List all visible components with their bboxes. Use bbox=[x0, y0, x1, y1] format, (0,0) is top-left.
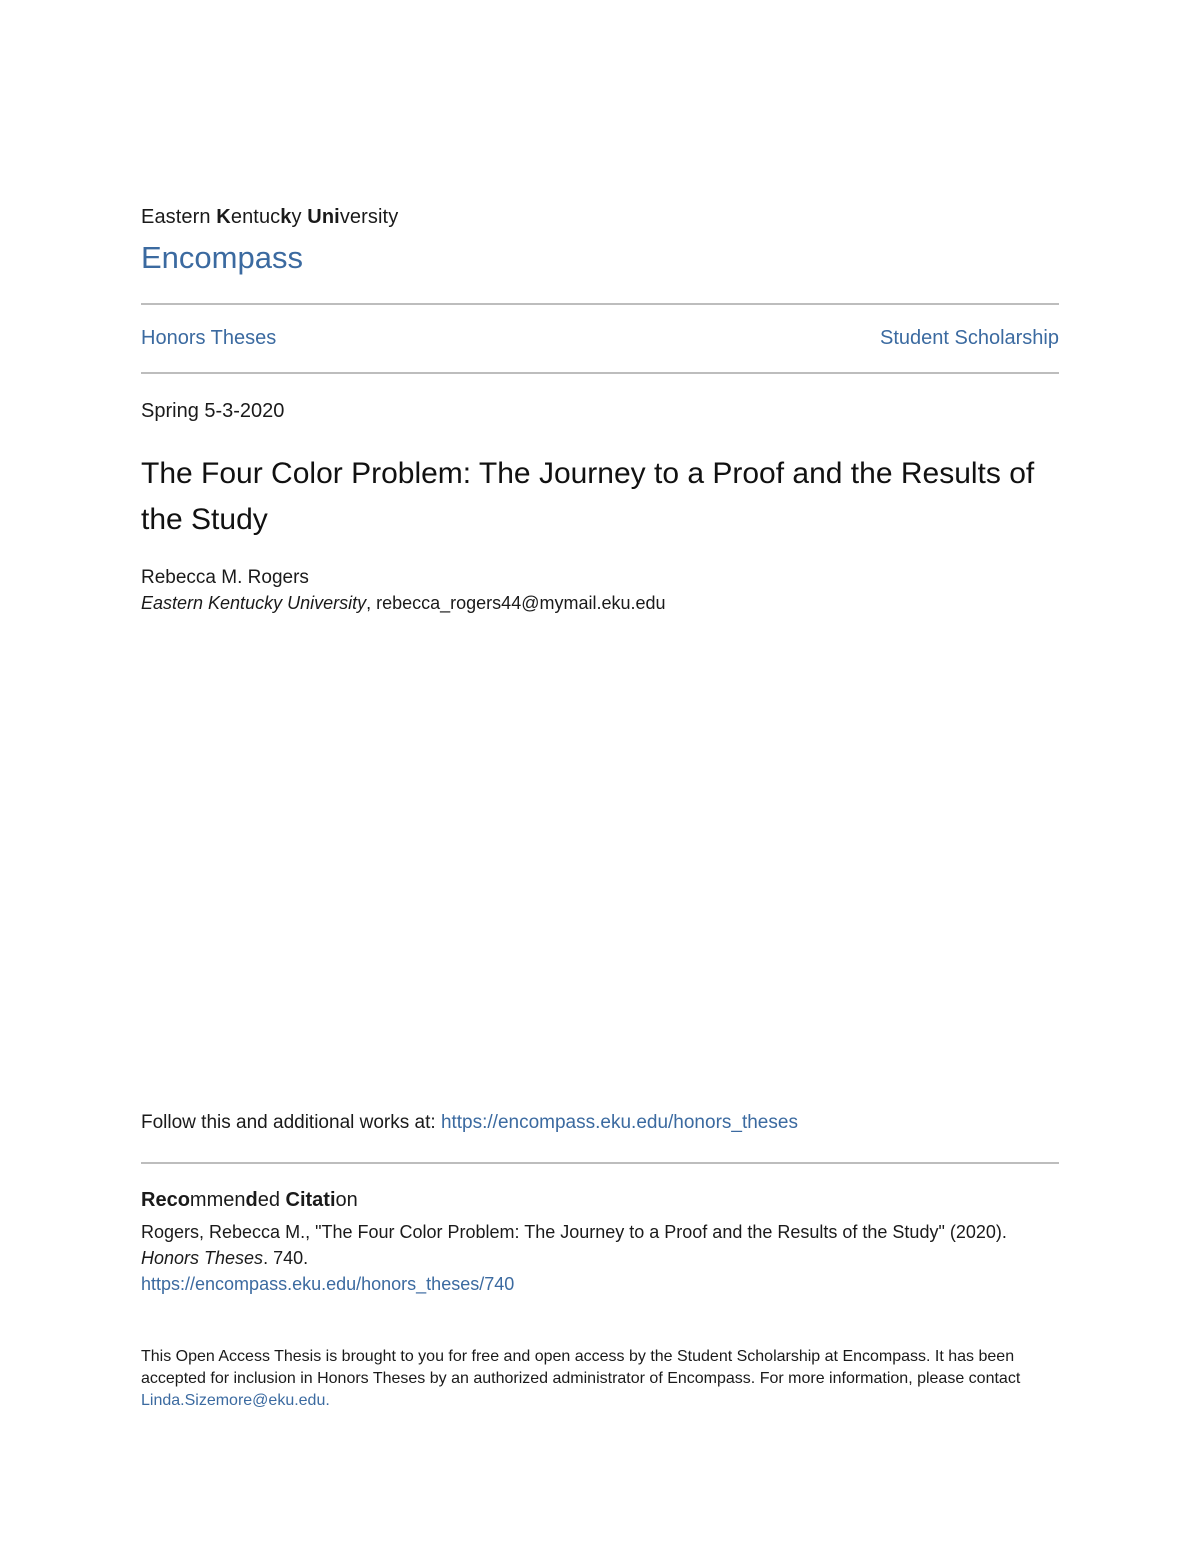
follow-line: Follow this and additional works at: https://encompass.eku.edu/honors_theses bbox=[141, 1112, 798, 1133]
open-access-statement: This Open Access Thesis is brought to you for free and open access by the Student Scholarship at Encompass. It has been accepted for inclusion in Honors Theses by an authorized administrator of Encompass. For more information, please contact Linda.Sizemore@eku.edu. bbox=[141, 1348, 1021, 1409]
divider bbox=[141, 1162, 1059, 1164]
series-name: Honors Theses bbox=[141, 1248, 264, 1268]
author-email: rebecca_rogers44@mymail.eku.edu bbox=[376, 593, 666, 613]
affiliation-name: Eastern Kentucky University bbox=[141, 593, 367, 613]
publication-date: Spring 5-3-2020 bbox=[141, 400, 285, 422]
contact-email-link[interactable]: Linda.Sizemore@eku.edu bbox=[141, 1392, 326, 1409]
student-scholarship-link[interactable]: Student Scholarship bbox=[879, 327, 1059, 349]
author-affiliation: Eastern Kentucky University, rebecca_rogers44@mymail.eku.edu bbox=[141, 593, 666, 613]
institution-name: Eastern Kentucky University bbox=[141, 206, 399, 228]
repository-link[interactable]: Encompass bbox=[141, 240, 303, 275]
document-title: The Four Color Problem: The Journey to a Proof and the Results of the Study bbox=[141, 457, 1035, 536]
citation-text: Rogers, Rebecca M., "The Four Color Problem: The Journey to a Proof and the Results of the Study" (2020). Honors Theses. 740. https://encompass.eku.edu/honors_theses/740 bbox=[141, 1222, 1007, 1294]
collection-nav bbox=[141, 327, 1059, 350]
citation-heading: Recommended Citation bbox=[141, 1189, 358, 1211]
follow-url-link[interactable]: https://encompass.eku.edu/honors_theses bbox=[440, 1112, 798, 1133]
divider bbox=[141, 372, 1059, 374]
divider bbox=[141, 303, 1059, 305]
cover-page bbox=[141, 0, 1059, 1553]
citation-url-link[interactable]: https://encompass.eku.edu/honors_theses/740 bbox=[141, 1274, 515, 1294]
author-name: Rebecca M. Rogers bbox=[141, 567, 309, 588]
honors-theses-link[interactable]: Honors Theses bbox=[141, 327, 277, 349]
